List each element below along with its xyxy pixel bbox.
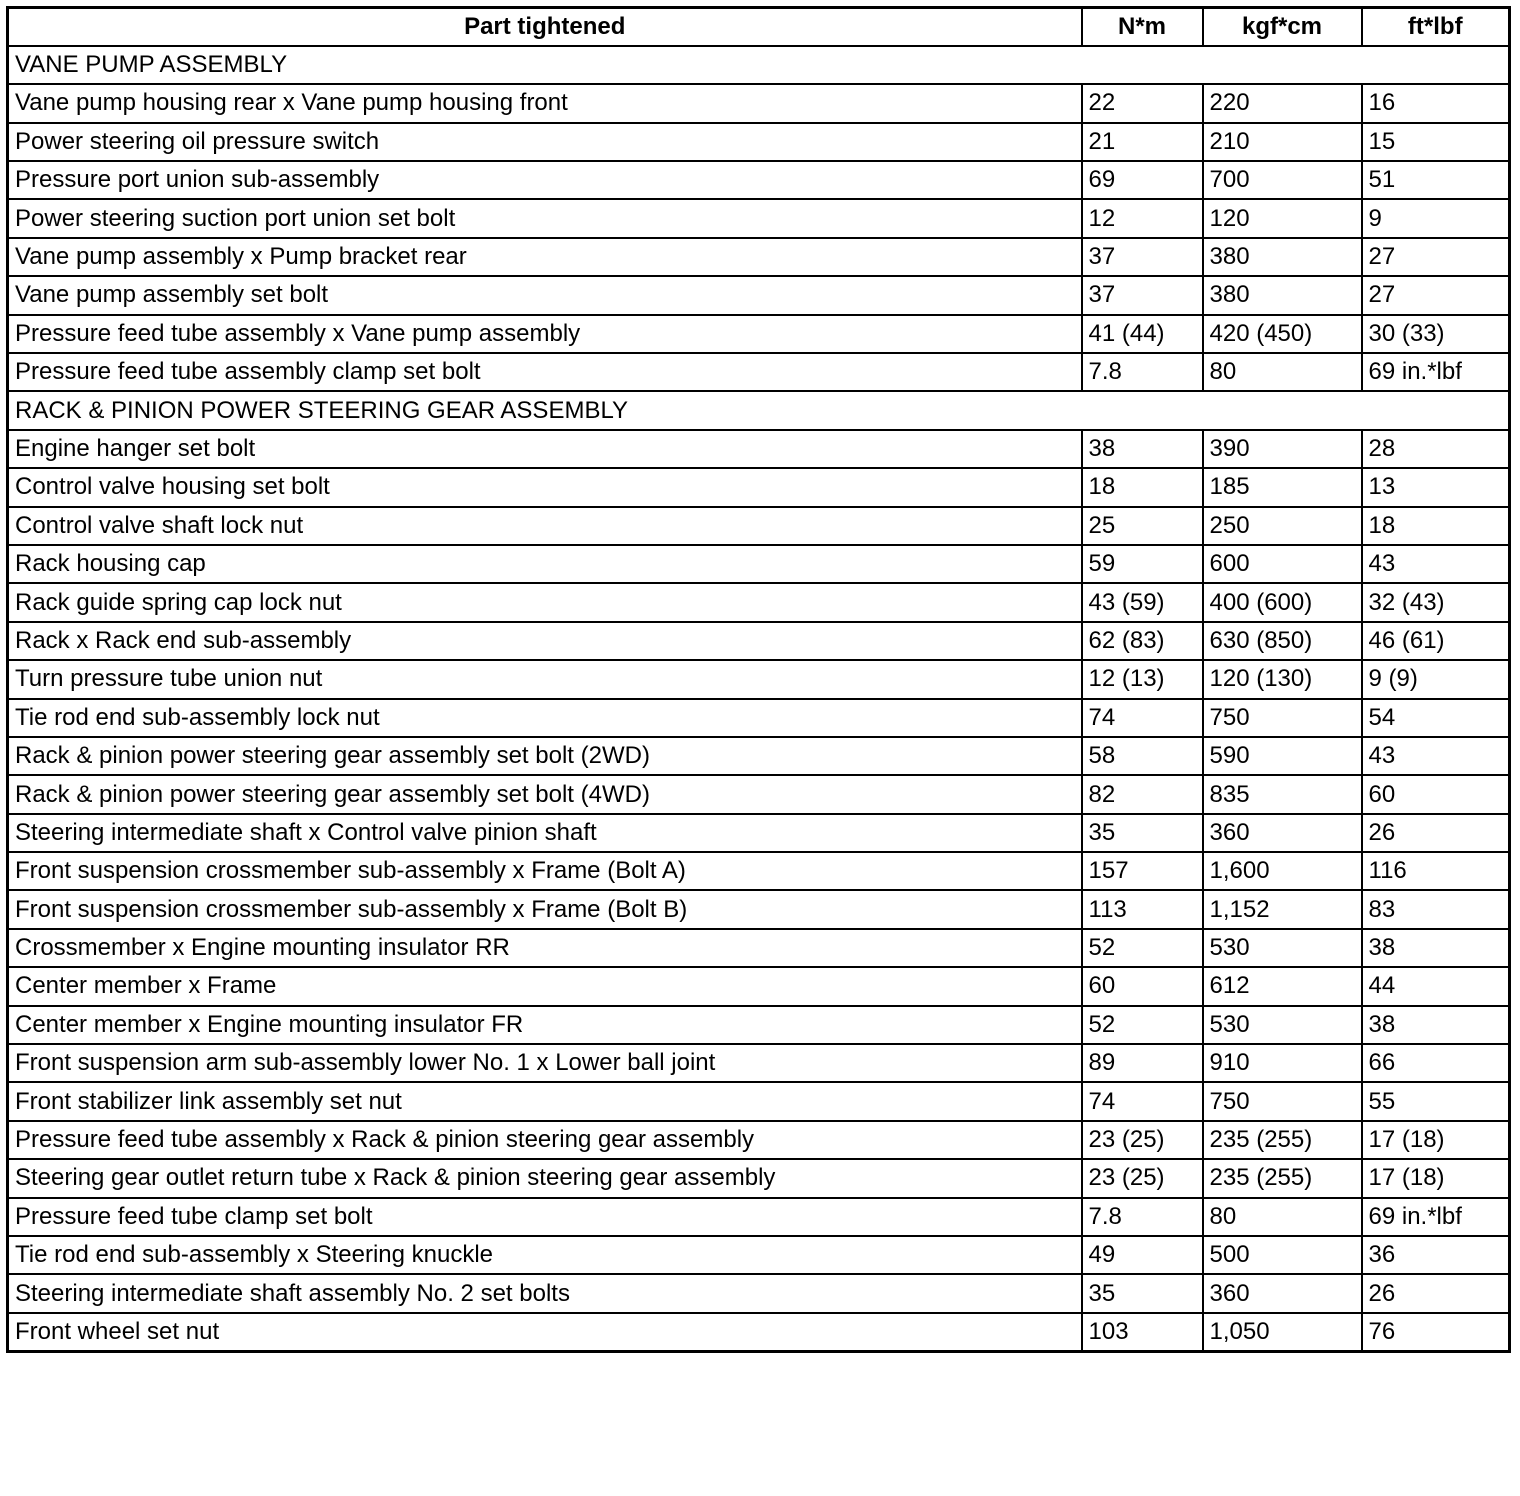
cell-part-tightened: Steering gear outlet return tube x Rack & pinion steering gear assembly — [8, 1159, 1082, 1197]
cell-ft-lbf: 9 — [1362, 199, 1510, 237]
table-row — [8, 353, 1510, 391]
cell-ft-lbf: 17 (18) — [1362, 1121, 1510, 1159]
cell-part-tightened: Rack housing cap — [8, 545, 1082, 583]
cell-ft-lbf: 13 — [1362, 468, 1510, 506]
cell-part-tightened: Front suspension arm sub-assembly lower No. 1 x Lower ball joint — [8, 1044, 1082, 1082]
cell-part-tightened: Power steering suction port union set bolt — [8, 199, 1082, 237]
table-row — [8, 1198, 1510, 1236]
cell-ft-lbf: 38 — [1362, 1006, 1510, 1044]
cell-kgf-cm: 700 — [1203, 161, 1362, 199]
cell-ft-lbf: 28 — [1362, 430, 1510, 468]
table-row — [8, 84, 1510, 122]
cell-nm: 82 — [1082, 775, 1203, 813]
cell-nm: 12 — [1082, 199, 1203, 237]
cell-nm: 52 — [1082, 929, 1203, 967]
table-row — [8, 583, 1510, 621]
cell-ft-lbf: 17 (18) — [1362, 1159, 1510, 1197]
cell-kgf-cm: 530 — [1203, 929, 1362, 967]
cell-nm: 62 (83) — [1082, 622, 1203, 660]
table-row — [8, 315, 1510, 353]
cell-nm: 41 (44) — [1082, 315, 1203, 353]
cell-ft-lbf: 16 — [1362, 84, 1510, 122]
cell-nm: 25 — [1082, 507, 1203, 545]
table-row — [8, 1082, 1510, 1120]
cell-part-tightened: Front suspension crossmember sub-assembly x Frame (Bolt A) — [8, 852, 1082, 890]
table-row — [8, 929, 1510, 967]
cell-kgf-cm: 120 (130) — [1203, 660, 1362, 698]
table-row — [8, 699, 1510, 737]
table-row — [8, 1313, 1510, 1351]
cell-nm: 49 — [1082, 1236, 1203, 1274]
table-row — [8, 123, 1510, 161]
cell-ft-lbf: 26 — [1362, 814, 1510, 852]
cell-ft-lbf: 46 (61) — [1362, 622, 1510, 660]
cell-ft-lbf: 27 — [1362, 238, 1510, 276]
table-row — [8, 468, 1510, 506]
cell-part-tightened: Pressure feed tube clamp set bolt — [8, 1198, 1082, 1236]
cell-kgf-cm: 1,050 — [1203, 1313, 1362, 1351]
cell-nm: 38 — [1082, 430, 1203, 468]
cell-ft-lbf: 116 — [1362, 852, 1510, 890]
table-row — [8, 660, 1510, 698]
table-row — [8, 430, 1510, 468]
cell-kgf-cm: 750 — [1203, 1082, 1362, 1120]
table-row — [8, 199, 1510, 237]
cell-kgf-cm: 120 — [1203, 199, 1362, 237]
cell-nm: 37 — [1082, 238, 1203, 276]
table-row — [8, 545, 1510, 583]
cell-kgf-cm: 235 (255) — [1203, 1159, 1362, 1197]
table-body — [8, 46, 1510, 1351]
cell-part-tightened: Center member x Engine mounting insulator FR — [8, 1006, 1082, 1044]
cell-ft-lbf: 36 — [1362, 1236, 1510, 1274]
cell-nm: 89 — [1082, 1044, 1203, 1082]
table-row — [8, 967, 1510, 1005]
table-row — [8, 1006, 1510, 1044]
header-nm: N*m — [1082, 8, 1203, 46]
cell-kgf-cm: 360 — [1203, 1274, 1362, 1312]
cell-kgf-cm: 420 (450) — [1203, 315, 1362, 353]
table-row — [8, 775, 1510, 813]
cell-nm: 43 (59) — [1082, 583, 1203, 621]
cell-part-tightened: Pressure feed tube assembly x Rack & pinion steering gear assembly — [8, 1121, 1082, 1159]
cell-nm: 52 — [1082, 1006, 1203, 1044]
cell-ft-lbf: 76 — [1362, 1313, 1510, 1351]
cell-ft-lbf: 38 — [1362, 929, 1510, 967]
table-row — [8, 507, 1510, 545]
header-ft-lbf: ft*lbf — [1362, 8, 1510, 46]
cell-part-tightened: Rack & pinion power steering gear assembly set bolt (2WD) — [8, 737, 1082, 775]
cell-ft-lbf: 27 — [1362, 276, 1510, 314]
cell-nm: 7.8 — [1082, 353, 1203, 391]
cell-kgf-cm: 910 — [1203, 1044, 1362, 1082]
cell-part-tightened: Steering intermediate shaft x Control valve pinion shaft — [8, 814, 1082, 852]
table-row — [8, 1274, 1510, 1312]
cell-part-tightened: Pressure port union sub-assembly — [8, 161, 1082, 199]
cell-nm: 60 — [1082, 967, 1203, 1005]
table-row — [8, 1159, 1510, 1197]
cell-kgf-cm: 1,152 — [1203, 890, 1362, 928]
cell-nm: 74 — [1082, 699, 1203, 737]
cell-ft-lbf: 83 — [1362, 890, 1510, 928]
cell-kgf-cm: 630 (850) — [1203, 622, 1362, 660]
cell-nm: 59 — [1082, 545, 1203, 583]
cell-kgf-cm: 185 — [1203, 468, 1362, 506]
table-row — [8, 1236, 1510, 1274]
cell-part-tightened: Pressure feed tube assembly clamp set bolt — [8, 353, 1082, 391]
cell-ft-lbf: 26 — [1362, 1274, 1510, 1312]
table-row — [8, 1121, 1510, 1159]
table-row — [8, 737, 1510, 775]
cell-kgf-cm: 400 (600) — [1203, 583, 1362, 621]
cell-ft-lbf: 60 — [1362, 775, 1510, 813]
cell-ft-lbf: 69 in.*lbf — [1362, 1198, 1510, 1236]
cell-ft-lbf: 51 — [1362, 161, 1510, 199]
cell-part-tightened: Rack guide spring cap lock nut — [8, 583, 1082, 621]
cell-part-tightened: Vane pump assembly x Pump bracket rear — [8, 238, 1082, 276]
cell-part-tightened: Front stabilizer link assembly set nut — [8, 1082, 1082, 1120]
cell-nm: 23 (25) — [1082, 1121, 1203, 1159]
cell-ft-lbf: 30 (33) — [1362, 315, 1510, 353]
cell-nm: 35 — [1082, 814, 1203, 852]
cell-nm: 37 — [1082, 276, 1203, 314]
table-row — [8, 890, 1510, 928]
table-row — [8, 1044, 1510, 1082]
cell-nm: 69 — [1082, 161, 1203, 199]
cell-kgf-cm: 750 — [1203, 699, 1362, 737]
cell-part-tightened: Vane pump assembly set bolt — [8, 276, 1082, 314]
cell-part-tightened: Pressure feed tube assembly x Vane pump assembly — [8, 315, 1082, 353]
cell-kgf-cm: 600 — [1203, 545, 1362, 583]
cell-part-tightened: Control valve shaft lock nut — [8, 507, 1082, 545]
cell-kgf-cm: 210 — [1203, 123, 1362, 161]
cell-ft-lbf: 55 — [1362, 1082, 1510, 1120]
cell-ft-lbf: 44 — [1362, 967, 1510, 1005]
section-title: VANE PUMP ASSEMBLY — [8, 46, 1510, 84]
cell-ft-lbf: 9 (9) — [1362, 660, 1510, 698]
cell-part-tightened: Center member x Frame — [8, 967, 1082, 1005]
cell-kgf-cm: 530 — [1203, 1006, 1362, 1044]
cell-part-tightened: Crossmember x Engine mounting insulator RR — [8, 929, 1082, 967]
cell-ft-lbf: 43 — [1362, 545, 1510, 583]
cell-kgf-cm: 590 — [1203, 737, 1362, 775]
cell-part-tightened: Engine hanger set bolt — [8, 430, 1082, 468]
cell-nm: 157 — [1082, 852, 1203, 890]
cell-kgf-cm: 80 — [1203, 1198, 1362, 1236]
cell-kgf-cm: 390 — [1203, 430, 1362, 468]
cell-nm: 22 — [1082, 84, 1203, 122]
cell-ft-lbf: 15 — [1362, 123, 1510, 161]
section-title: RACK & PINION POWER STEERING GEAR ASSEMBLY — [8, 391, 1510, 429]
cell-ft-lbf: 54 — [1362, 699, 1510, 737]
cell-part-tightened: Turn pressure tube union nut — [8, 660, 1082, 698]
cell-nm: 7.8 — [1082, 1198, 1203, 1236]
cell-kgf-cm: 835 — [1203, 775, 1362, 813]
section-header-row — [8, 46, 1510, 84]
cell-kgf-cm: 500 — [1203, 1236, 1362, 1274]
cell-part-tightened: Rack x Rack end sub-assembly — [8, 622, 1082, 660]
cell-part-tightened: Front wheel set nut — [8, 1313, 1082, 1351]
cell-kgf-cm: 380 — [1203, 276, 1362, 314]
cell-nm: 18 — [1082, 468, 1203, 506]
cell-part-tightened: Power steering oil pressure switch — [8, 123, 1082, 161]
table-row — [8, 814, 1510, 852]
cell-nm: 103 — [1082, 1313, 1203, 1351]
table-row — [8, 276, 1510, 314]
cell-kgf-cm: 380 — [1203, 238, 1362, 276]
cell-nm: 12 (13) — [1082, 660, 1203, 698]
cell-kgf-cm: 612 — [1203, 967, 1362, 1005]
torque-spec-table — [6, 6, 1511, 1353]
cell-ft-lbf: 43 — [1362, 737, 1510, 775]
cell-part-tightened: Vane pump housing rear x Vane pump housing front — [8, 84, 1082, 122]
cell-part-tightened: Tie rod end sub-assembly lock nut — [8, 699, 1082, 737]
cell-kgf-cm: 250 — [1203, 507, 1362, 545]
cell-nm: 21 — [1082, 123, 1203, 161]
cell-ft-lbf: 66 — [1362, 1044, 1510, 1082]
section-header-row — [8, 391, 1510, 429]
cell-part-tightened: Tie rod end sub-assembly x Steering knuckle — [8, 1236, 1082, 1274]
cell-part-tightened: Front suspension crossmember sub-assembly x Frame (Bolt B) — [8, 890, 1082, 928]
header-kgf-cm: kgf*cm — [1203, 8, 1362, 46]
header-row — [8, 8, 1510, 46]
cell-kgf-cm: 235 (255) — [1203, 1121, 1362, 1159]
cell-kgf-cm: 360 — [1203, 814, 1362, 852]
table-row — [8, 622, 1510, 660]
cell-part-tightened: Control valve housing set bolt — [8, 468, 1082, 506]
table-row — [8, 161, 1510, 199]
cell-part-tightened: Rack & pinion power steering gear assembly set bolt (4WD) — [8, 775, 1082, 813]
cell-kgf-cm: 80 — [1203, 353, 1362, 391]
cell-kgf-cm: 220 — [1203, 84, 1362, 122]
cell-ft-lbf: 18 — [1362, 507, 1510, 545]
table-row — [8, 238, 1510, 276]
table-row — [8, 852, 1510, 890]
cell-nm: 58 — [1082, 737, 1203, 775]
cell-nm: 74 — [1082, 1082, 1203, 1120]
cell-nm: 23 (25) — [1082, 1159, 1203, 1197]
header-part-tightened: Part tightened — [8, 8, 1082, 46]
cell-kgf-cm: 1,600 — [1203, 852, 1362, 890]
cell-nm: 113 — [1082, 890, 1203, 928]
cell-ft-lbf: 69 in.*lbf — [1362, 353, 1510, 391]
cell-part-tightened: Steering intermediate shaft assembly No. 2 set bolts — [8, 1274, 1082, 1312]
cell-ft-lbf: 32 (43) — [1362, 583, 1510, 621]
cell-nm: 35 — [1082, 1274, 1203, 1312]
